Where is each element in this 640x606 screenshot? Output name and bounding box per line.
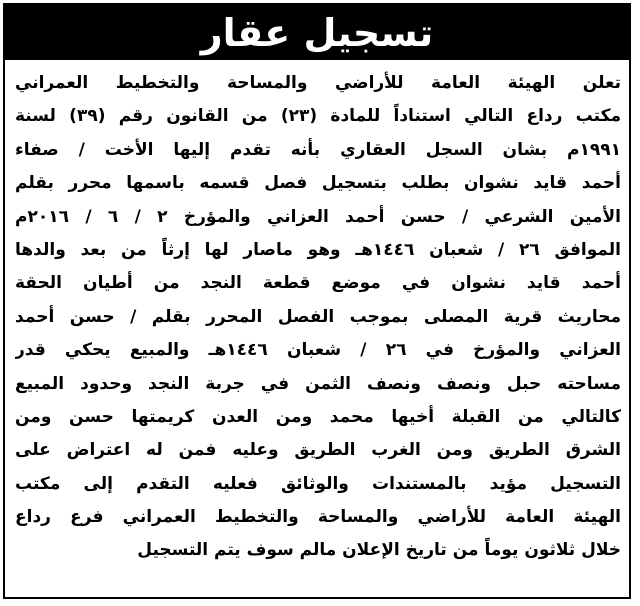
notice-line: محاريث قرية المصلى بموجب الفصل المحرر بقلم / حسن أحمد (15, 306, 621, 327)
notice-line: مساحته حبل ونصف ونصف الثمن في جربة النجد وحدود المبيع (15, 373, 621, 394)
notice-line: التسجيل مؤيد بالمستندات والوثائق فعليه التقدم إلى مكتب (15, 473, 621, 494)
notice-body (15, 67, 621, 568)
notice-line: خلال ثلاثون يوماً من تاريخ الإعلان مالم سوف يتم التسجيل (137, 540, 621, 561)
notice-line: العزاني والمؤرخ في ٢٦ / شعبان ١٤٤٦هـ والمبيع يحكي قدر (15, 340, 621, 361)
notice-line: مكتب رداع التالي استناداً للمادة (٢٣) من القانون رقم (٣٩) لسنة (15, 106, 621, 127)
property-registration-notice (3, 3, 631, 599)
notice-line: أحمد قايد نشوان في موضع قطعة النجد من أطيان الحقة (15, 273, 621, 294)
notice-title: تسجيل عقار (200, 10, 434, 55)
notice-line: أحمد قايد نشوان بطلب بتسجيل فصل قسمه باسمها محرر بقلم (15, 173, 621, 194)
notice-line: كالتالي من القبلة أخيها محمد ومن العدن كريمتها حسن ومن (15, 406, 621, 427)
notice-line: ١٩٩١م بشان السجل العقاري بأنه تقدم إليها الأخت / صفاء (15, 139, 621, 160)
notice-line: الموافق ٢٦ / شعبان ١٤٤٦هـ وهو ماصار لها إرثاً من بعد والدها (15, 239, 621, 260)
notice-line: تعلن الهيئة العامة للأراضي والمساحة والتخطيط العمراني (15, 73, 621, 93)
title-bar (5, 5, 629, 60)
notice-line: الشرق الطريق ومن الغرب الطريق وعليه فمن له اعتراض على (15, 440, 621, 461)
notice-line: الهيئة العامة للأراضي والمساحة والتخطيط العمراني فرع رداع (15, 507, 621, 528)
notice-line: الأمين الشرعي / حسن أحمد العزاني والمؤرخ ٢ / ٦ / ٢٠١٦م (15, 206, 621, 227)
